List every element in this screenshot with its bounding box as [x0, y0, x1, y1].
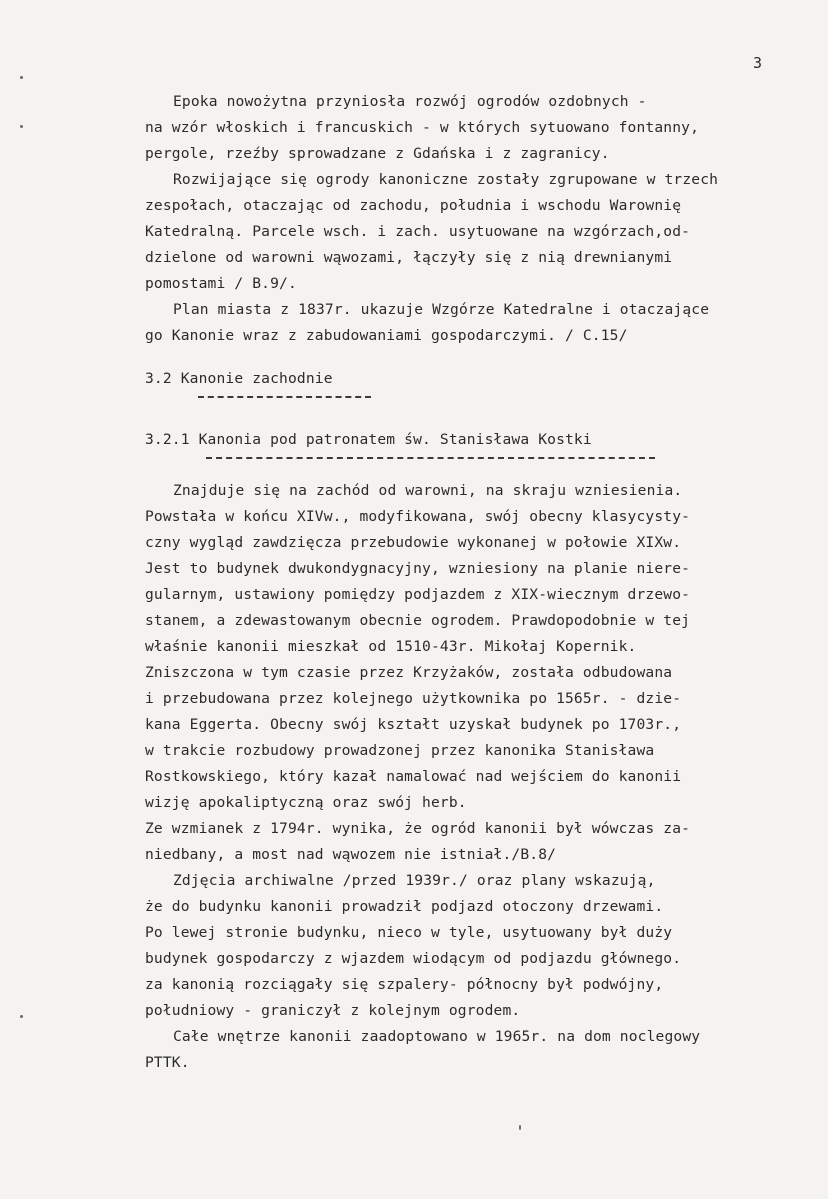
text-line: w trakcie rozbudowy prowadzonej przez kanonika Stanisława [145, 742, 655, 759]
text-line: pomostami / B.9/. [145, 275, 297, 292]
text-line: go Kanonie wraz z zabudowaniami gospodarczymi. / C.15/ [145, 327, 628, 344]
subsection-heading-underline [206, 457, 655, 459]
text-line: Jest to budynek dwukondygnacyjny, wzniesiony na planie niere- [145, 560, 691, 577]
text-line: Rostkowskiego, który kazał namalować nad wejściem do kanonii [145, 768, 682, 785]
text-line: Całe wnętrze kanonii zaadoptowano w 1965r. na dom noclegowy [173, 1028, 701, 1045]
text-line: Katedralną. Parcele wsch. i zach. usytuowane na wzgórzach,od- [145, 223, 691, 240]
text-line: południowy - graniczył z kolejnym ogrodem. [145, 1002, 521, 1019]
text-line: że do budynku kanonii prowadził podjazd otoczony drzewami. [145, 898, 664, 915]
scan-speck [20, 125, 23, 128]
subsection-heading: 3.2.1 Kanonia pod patronatem św. Stanisława Kostki [145, 431, 592, 448]
text-line: czny wygląd zawdzięcza przebudowie wykonanej w połowie XIXw. [145, 534, 682, 551]
text-line: Powstała w końcu XIVw., modyfikowana, swój obecny klasycysty- [145, 508, 691, 525]
page-number: 3 [753, 54, 763, 72]
text-line: zespołach, otaczając od zachodu, południa i wschodu Warownię [145, 197, 682, 214]
text-line: Rozwijające się ogrody kanoniczne zostały zgrupowane w trzech [173, 171, 719, 188]
section-heading: 3.2 Kanonie zachodnie [145, 370, 333, 387]
text-line: pergole, rzeźby sprowadzane z Gdańska i z zagranicy. [145, 145, 610, 162]
text-line: Epoka nowożytna przyniosła rozwój ogrodów ozdobnych - [173, 93, 647, 110]
text-line: budynek gospodarczy z wjazdem wiodącym od podjazdu głównego. [145, 950, 682, 967]
text-line: na wzór włoskich i francuskich - w których sytuowano fontanny, [145, 119, 700, 136]
text-line: dzielone od warowni wąwozami, łączyły się z nią drewnianymi [145, 249, 673, 266]
scan-speck [519, 1125, 521, 1130]
text-line: Znajduje się na zachód od warowni, na skraju wzniesienia. [173, 482, 683, 499]
scan-speck [20, 1015, 23, 1018]
text-line: wizję apokaliptyczną oraz swój herb. [145, 794, 467, 811]
text-line: niedbany, a most nad wąwozem nie istniał./B.8/ [145, 846, 557, 863]
text-line: Zdjęcia archiwalne /przed 1939r./ oraz plany wskazują, [173, 872, 656, 889]
scan-speck [20, 76, 23, 79]
text-line: za kanonią rozciągały się szpalery- północny był podwójny, [145, 976, 664, 993]
text-line: kana Eggerta. Obecny swój kształt uzyskał budynek po 1703r., [145, 716, 682, 733]
text-line: gularnym, ustawiony pomiędzy podjazdem z XIX-wiecznym drzewo- [145, 586, 691, 603]
text-line: właśnie kanonii mieszkał od 1510-43r. Mikołaj Kopernik. [145, 638, 637, 655]
text-line: Ze wzmianek z 1794r. wynika, że ogród kanonii był wówczas za- [145, 820, 691, 837]
text-line: PTTK. [145, 1054, 190, 1071]
text-line: Zniszczona w tym czasie przez Krzyżaków, została odbudowana [145, 664, 673, 681]
text-line: Plan miasta z 1837r. ukazuje Wzgórze Katedralne i otaczające [173, 301, 710, 318]
text-line: Po lewej stronie budynku, nieco w tyle, usytuowany był duży [145, 924, 673, 941]
section-heading-underline [198, 396, 371, 398]
text-line: i przebudowana przez kolejnego użytkownika po 1565r. - dzie- [145, 690, 682, 707]
text-line: stanem, a zdewastowanym obecnie ogrodem. Prawdopodobnie w tej [145, 612, 691, 629]
